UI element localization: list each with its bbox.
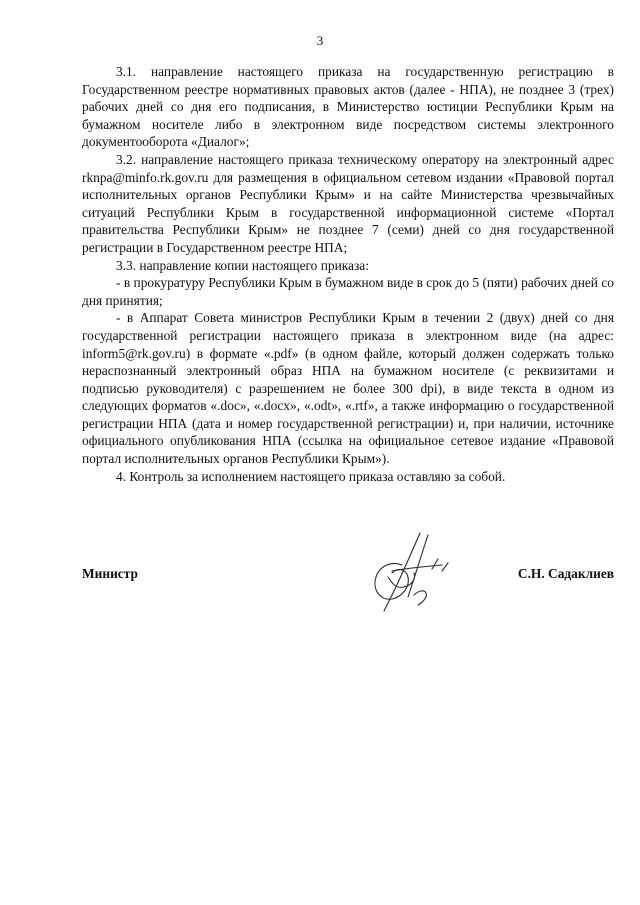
signature-block xyxy=(82,566,614,590)
page-number: 3 xyxy=(316,33,324,48)
document-body xyxy=(82,63,614,485)
signatory-name: С.Н. Садаклиев xyxy=(517,566,614,581)
paragraph-3-1: 3.1. направление настоящего приказа на государственную регистрацию в Государственном реестре нормативных правовых актов (далее - НПА), не позднее 3 (трех) рабочих дней со дня его подписания, в Министерство юстиции Республики Крым на бумажном носителе либо в электронном виде посредством системы электронного документооборота «Диалог»; xyxy=(82,64,614,150)
handwritten-signature xyxy=(362,525,458,621)
paragraph-4-control: 4. Контроль за исполнением настоящего приказа оставляю за собой. xyxy=(116,468,506,484)
paragraph-council-apparatus: - в Аппарат Совета министров Республики Крым в течении 2 (двух) дней со дня государственной регистрации настоящего приказа в электронном виде (на адрес: inform5@rk.gov.ru) в формате «.pdf» (в одном файле, который должен содержать только нераспознанный электронный образ НПА на бумажном носителе (с реквизитами и подписью руководителя) с разрешением не более 300 dpi), в виде текста в одном из следующих форматов «.doc», «.docx», «.odt», «.rtf», а также информацию о государственной регистрации НПА (дата и номер государственной регистрации) и, при наличии, источнике официального опубликования НПА (ссылка на официальное сетевое издание «Правовой портал исполнительных органов Республики Крым»). xyxy=(82,310,614,467)
signatory-title: Министр xyxy=(82,566,138,581)
paragraph-3-3: 3.3. направление копии настоящего приказа: xyxy=(116,257,369,273)
paragraph-prosecutor: - в прокуратуру Республики Крым в бумажном виде в срок до 5 (пяти) рабочих дней со дня принятия; xyxy=(82,275,614,308)
paragraph-3-2: 3.2. направление настоящего приказа техническому оператору на электронный адрес rknpa@minfo.rk.gov.ru для размещения в официальном сетевом издании «Правовой портал исполнительных органов Республики Крым» и на сайте Министерства чрезвычайных ситуаций Республики Крым в государственной информационной системе «Портал правительства Республики Крым» не позднее 7 (семи) дней со дня государственной регистрации в Государственном реестре НПА; xyxy=(82,151,614,255)
